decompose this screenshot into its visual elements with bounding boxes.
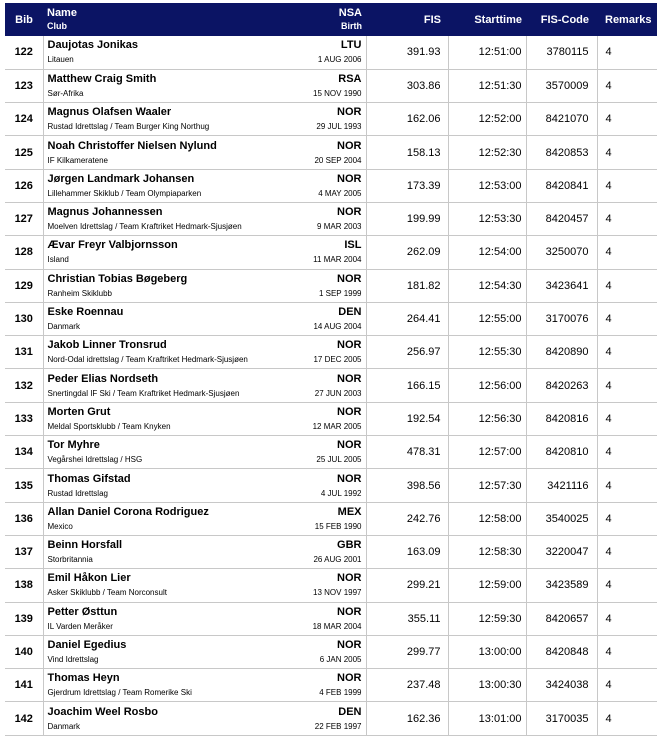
remarks-cell: 4 xyxy=(597,502,657,535)
fis-code-cell: 3540025 xyxy=(526,502,597,535)
athlete-name: Tor Myhre xyxy=(47,439,100,452)
table-body xyxy=(5,36,657,735)
nsa-code: GBR xyxy=(337,539,362,552)
fis-code-cell: 8421070 xyxy=(526,103,597,136)
bib-cell: 130 xyxy=(5,302,43,335)
nsa-code: LTU xyxy=(340,39,362,52)
remarks-cell: 4 xyxy=(597,302,657,335)
starttime-cell: 12:54:00 xyxy=(448,236,526,269)
birth-date: 6 JAN 2005 xyxy=(319,654,362,664)
bib-cell: 140 xyxy=(5,635,43,668)
table-row xyxy=(5,336,657,369)
nsa-code: NOR xyxy=(337,139,362,152)
starttime-cell: 12:55:00 xyxy=(448,302,526,335)
fis-points-cell: 237.48 xyxy=(366,669,448,702)
athlete-name: Emil Håkon Lier xyxy=(47,572,131,585)
fis-points-cell: 256.97 xyxy=(366,336,448,369)
header-fis-code: FIS-Code xyxy=(540,13,589,26)
bib-cell: 122 xyxy=(5,36,43,69)
remarks-cell: 4 xyxy=(597,669,657,702)
athlete-cell xyxy=(43,103,366,136)
athlete-cell xyxy=(43,36,366,69)
athlete-name: Matthew Craig Smith xyxy=(47,72,157,85)
bib-cell: 141 xyxy=(5,669,43,702)
table-row xyxy=(5,236,657,269)
athlete-cell xyxy=(43,69,366,102)
birth-date: 17 DEC 2005 xyxy=(313,355,362,365)
athlete-name: Ævar Freyr Valbjornsson xyxy=(47,239,178,252)
fis-code-cell: 3424038 xyxy=(526,669,597,702)
bib-cell: 128 xyxy=(5,236,43,269)
header-starttime: Starttime xyxy=(474,13,522,26)
athlete-cell xyxy=(43,469,366,502)
starttime-cell: 12:54:30 xyxy=(448,269,526,302)
header-remarks: Remarks xyxy=(605,13,652,26)
fis-code-cell: 8420890 xyxy=(526,336,597,369)
fis-code-cell: 3570009 xyxy=(526,69,597,102)
birth-date: 9 MAR 2003 xyxy=(317,222,362,232)
header-club: Club xyxy=(47,21,67,31)
birth-date: 1 AUG 2006 xyxy=(317,55,362,65)
table-header xyxy=(5,3,657,36)
remarks-cell: 4 xyxy=(597,402,657,435)
athlete-name: Beinn Horsfall xyxy=(47,539,123,552)
table-row xyxy=(5,202,657,235)
starttime-cell: 13:00:30 xyxy=(448,669,526,702)
fis-points-cell: 262.09 xyxy=(366,236,448,269)
table-row xyxy=(5,702,657,735)
bib-cell: 124 xyxy=(5,103,43,136)
club-name: Sør-Afrika xyxy=(47,88,84,98)
remarks-cell: 4 xyxy=(597,436,657,469)
nsa-code: MEX xyxy=(337,505,362,518)
bib-cell: 137 xyxy=(5,535,43,568)
nsa-code: NOR xyxy=(337,172,362,185)
starttime-cell: 12:57:30 xyxy=(448,469,526,502)
table-row xyxy=(5,569,657,602)
birth-date: 26 AUG 2001 xyxy=(313,555,362,565)
fis-code-cell: 3421116 xyxy=(526,469,597,502)
club-name: Mexico xyxy=(47,521,73,531)
fis-points-cell: 398.56 xyxy=(366,469,448,502)
fis-code-cell: 8420841 xyxy=(526,169,597,202)
club-name: Ranheim Skiklubb xyxy=(47,288,112,298)
bib-cell: 142 xyxy=(5,702,43,735)
fis-code-cell: 8420457 xyxy=(526,202,597,235)
athlete-cell xyxy=(43,569,366,602)
fis-code-cell: 3170076 xyxy=(526,302,597,335)
nsa-code: NOR xyxy=(337,572,362,585)
bib-cell: 125 xyxy=(5,136,43,169)
table-row xyxy=(5,169,657,202)
athlete-name: Eske Roennau xyxy=(47,306,124,319)
fis-points-cell: 264.41 xyxy=(366,302,448,335)
athlete-name: Morten Grut xyxy=(47,405,111,418)
athlete-name: Magnus Johannessen xyxy=(47,206,163,219)
nsa-code: NOR xyxy=(337,605,362,618)
birth-date: 1 SEP 1999 xyxy=(318,288,362,298)
birth-date: 4 MAY 2005 xyxy=(318,188,362,198)
fis-code-cell: 3423589 xyxy=(526,569,597,602)
club-name: Meldal Sportsklubb / Team Knyken xyxy=(47,421,171,431)
fis-points-cell: 181.82 xyxy=(366,269,448,302)
athlete-name: Allan Daniel Corona Rodriguez xyxy=(47,505,209,518)
remarks-cell: 4 xyxy=(597,635,657,668)
fis-points-cell: 162.36 xyxy=(366,702,448,735)
athlete-name: Petter Østtun xyxy=(47,605,118,618)
birth-date: 14 AUG 2004 xyxy=(313,322,362,332)
athlete-cell xyxy=(43,336,366,369)
club-name: Storbritannia xyxy=(47,555,93,565)
fis-points-cell: 162.06 xyxy=(366,103,448,136)
remarks-cell: 4 xyxy=(597,136,657,169)
table-row xyxy=(5,269,657,302)
nsa-code: ISL xyxy=(344,239,362,252)
club-name: Moelven Idrettslag / Team Kraftriket Hedmark-Sjusjøen xyxy=(47,222,242,232)
remarks-cell: 4 xyxy=(597,69,657,102)
athlete-cell xyxy=(43,236,366,269)
birth-date: 13 NOV 1997 xyxy=(313,588,362,598)
fis-points-cell: 173.39 xyxy=(366,169,448,202)
table-row xyxy=(5,402,657,435)
athlete-cell xyxy=(43,202,366,235)
athlete-cell xyxy=(43,702,366,735)
table-row xyxy=(5,502,657,535)
remarks-cell: 4 xyxy=(597,602,657,635)
nsa-code: DEN xyxy=(338,705,362,718)
athlete-name: Magnus Olafsen Waaler xyxy=(47,106,172,119)
remarks-cell: 4 xyxy=(597,702,657,735)
athlete-cell xyxy=(43,136,366,169)
bib-cell: 126 xyxy=(5,169,43,202)
bib-cell: 123 xyxy=(5,69,43,102)
table-row xyxy=(5,669,657,702)
fis-points-cell: 158.13 xyxy=(366,136,448,169)
fis-code-cell: 3423641 xyxy=(526,269,597,302)
club-name: Rustad Idrettslag xyxy=(47,488,108,498)
bib-cell: 129 xyxy=(5,269,43,302)
club-name: Danmark xyxy=(47,721,80,731)
club-name: Vegårshei Idrettslag / HSG xyxy=(47,455,143,465)
starttime-cell: 12:51:00 xyxy=(448,36,526,69)
nsa-code: RSA xyxy=(338,72,362,85)
start-list-table xyxy=(5,3,657,736)
nsa-code: NOR xyxy=(337,272,362,285)
nsa-code: NOR xyxy=(337,106,362,119)
remarks-cell: 4 xyxy=(597,202,657,235)
starttime-cell: 12:58:30 xyxy=(448,535,526,568)
remarks-cell: 4 xyxy=(597,103,657,136)
bib-cell: 131 xyxy=(5,336,43,369)
fis-code-cell: 3780115 xyxy=(526,36,597,69)
birth-date: 15 FEB 1990 xyxy=(314,521,362,531)
fis-code-cell: 8420657 xyxy=(526,602,597,635)
table-row xyxy=(5,436,657,469)
bib-cell: 132 xyxy=(5,369,43,402)
header-name: Name xyxy=(47,7,77,19)
header-fis: FIS xyxy=(423,13,441,26)
fis-code-cell: 8420263 xyxy=(526,369,597,402)
nsa-code: NOR xyxy=(337,439,362,452)
fis-points-cell: 192.54 xyxy=(366,402,448,435)
fis-points-cell: 478.31 xyxy=(366,436,448,469)
nsa-code: DEN xyxy=(338,306,362,319)
table-row xyxy=(5,602,657,635)
starttime-cell: 12:59:00 xyxy=(448,569,526,602)
starttime-cell: 12:59:30 xyxy=(448,602,526,635)
athlete-name: Thomas Gifstad xyxy=(47,472,131,485)
table-row xyxy=(5,103,657,136)
athlete-cell xyxy=(43,502,366,535)
bib-cell: 139 xyxy=(5,602,43,635)
starttime-cell: 12:51:30 xyxy=(448,69,526,102)
athlete-name: Peder Elias Nordseth xyxy=(47,372,159,385)
birth-date: 12 MAR 2005 xyxy=(312,421,362,431)
bib-cell: 134 xyxy=(5,436,43,469)
club-name: Danmark xyxy=(47,322,80,332)
remarks-cell: 4 xyxy=(597,369,657,402)
club-name: Gjerdrum Idrettslag / Team Romerike Ski xyxy=(47,688,192,698)
birth-date: 29 JUL 1993 xyxy=(316,122,362,132)
fis-points-cell: 242.76 xyxy=(366,502,448,535)
birth-date: 11 MAR 2004 xyxy=(313,255,362,265)
nsa-code: NOR xyxy=(337,638,362,651)
athlete-cell xyxy=(43,535,366,568)
fis-code-cell: 3250070 xyxy=(526,236,597,269)
remarks-cell: 4 xyxy=(597,569,657,602)
starttime-cell: 12:52:00 xyxy=(448,103,526,136)
athlete-name: Christian Tobias Bøgeberg xyxy=(47,272,188,285)
athlete-name: Daniel Egedius xyxy=(47,638,127,651)
birth-date: 4 JUL 1992 xyxy=(320,488,362,498)
fis-points-cell: 299.21 xyxy=(366,569,448,602)
bib-cell: 127 xyxy=(5,202,43,235)
athlete-cell xyxy=(43,169,366,202)
fis-points-cell: 303.86 xyxy=(366,69,448,102)
bib-cell: 135 xyxy=(5,469,43,502)
nsa-code: NOR xyxy=(337,339,362,352)
starttime-cell: 12:58:00 xyxy=(448,502,526,535)
fis-code-cell: 8420848 xyxy=(526,635,597,668)
header-birth: Birth xyxy=(341,21,362,31)
remarks-cell: 4 xyxy=(597,36,657,69)
athlete-cell xyxy=(43,635,366,668)
club-name: Litauen xyxy=(47,55,74,65)
athlete-cell xyxy=(43,302,366,335)
athlete-name: Daujotas Jonikas xyxy=(47,39,138,52)
table-row xyxy=(5,36,657,69)
starttime-cell: 12:56:00 xyxy=(448,369,526,402)
fis-code-cell: 8420853 xyxy=(526,136,597,169)
athlete-cell xyxy=(43,436,366,469)
birth-date: 15 NOV 1990 xyxy=(313,88,362,98)
athlete-cell xyxy=(43,369,366,402)
athlete-name: Thomas Heyn xyxy=(47,672,120,685)
table-row xyxy=(5,69,657,102)
athlete-name: Noah Christoffer Nielsen Nylund xyxy=(47,139,217,152)
table-row xyxy=(5,635,657,668)
table-row xyxy=(5,136,657,169)
header-nsa: NSA xyxy=(338,7,362,19)
fis-points-cell: 199.99 xyxy=(366,202,448,235)
header-name-club xyxy=(43,3,366,36)
athlete-cell xyxy=(43,402,366,435)
birth-date: 25 JUL 2005 xyxy=(316,455,362,465)
athlete-name: Jakob Linner Tronsrud xyxy=(47,339,167,352)
remarks-cell: 4 xyxy=(597,169,657,202)
starttime-cell: 13:00:00 xyxy=(448,635,526,668)
start-list xyxy=(5,3,657,736)
athlete-name: Joachim Weel Rosbo xyxy=(47,705,158,718)
starttime-cell: 12:53:30 xyxy=(448,202,526,235)
athlete-name: Jørgen Landmark Johansen xyxy=(47,172,195,185)
club-name: IL Varden Meråker xyxy=(47,621,113,631)
fis-code-cell: 3170035 xyxy=(526,702,597,735)
athlete-cell xyxy=(43,669,366,702)
table-row xyxy=(5,302,657,335)
fis-code-cell: 3220047 xyxy=(526,535,597,568)
table-row xyxy=(5,469,657,502)
club-name: Vind Idrettslag xyxy=(47,654,99,664)
fis-points-cell: 391.93 xyxy=(366,36,448,69)
starttime-cell: 12:52:30 xyxy=(448,136,526,169)
fis-code-cell: 8420810 xyxy=(526,436,597,469)
starttime-cell: 12:55:30 xyxy=(448,336,526,369)
remarks-cell: 4 xyxy=(597,236,657,269)
starttime-cell: 13:01:00 xyxy=(448,702,526,735)
club-name: Lillehammer Skiklub / Team Olympiaparken xyxy=(47,188,202,198)
athlete-cell xyxy=(43,602,366,635)
nsa-code: NOR xyxy=(337,405,362,418)
nsa-code: NOR xyxy=(337,472,362,485)
fis-points-cell: 163.09 xyxy=(366,535,448,568)
remarks-cell: 4 xyxy=(597,535,657,568)
starttime-cell: 12:56:30 xyxy=(448,402,526,435)
athlete-cell xyxy=(43,269,366,302)
birth-date: 27 JUN 2003 xyxy=(314,388,362,398)
birth-date: 4 FEB 1999 xyxy=(319,688,362,698)
table-row xyxy=(5,535,657,568)
club-name: Asker Skiklubb / Team Norconsult xyxy=(47,588,167,598)
starttime-cell: 12:53:00 xyxy=(448,169,526,202)
birth-date: 20 SEP 2004 xyxy=(314,155,362,165)
header-bib: Bib xyxy=(15,13,33,26)
bib-cell: 136 xyxy=(5,502,43,535)
nsa-code: NOR xyxy=(337,206,362,219)
bib-cell: 133 xyxy=(5,402,43,435)
fis-points-cell: 299.77 xyxy=(366,635,448,668)
club-name: Nord-Odal idrettslag / Team Kraftriket Hedmark-Sjusjøen xyxy=(47,355,248,365)
birth-date: 18 MAR 2004 xyxy=(312,621,362,631)
remarks-cell: 4 xyxy=(597,269,657,302)
birth-date: 22 FEB 1997 xyxy=(314,721,362,731)
bib-cell: 138 xyxy=(5,569,43,602)
fis-code-cell: 8420816 xyxy=(526,402,597,435)
club-name: Rustad Idrettslag / Team Burger King Northug xyxy=(47,122,210,132)
table-row xyxy=(5,369,657,402)
club-name: IF Kilkameratene xyxy=(47,155,108,165)
fis-points-cell: 355.11 xyxy=(366,602,448,635)
nsa-code: NOR xyxy=(337,672,362,685)
starttime-cell: 12:57:00 xyxy=(448,436,526,469)
nsa-code: NOR xyxy=(337,372,362,385)
fis-points-cell: 166.15 xyxy=(366,369,448,402)
club-name: Snertingdal IF Ski / Team Kraftriket Hedmark-Sjusjøen xyxy=(47,388,240,398)
remarks-cell: 4 xyxy=(597,336,657,369)
club-name: Island xyxy=(47,255,69,265)
remarks-cell: 4 xyxy=(597,469,657,502)
